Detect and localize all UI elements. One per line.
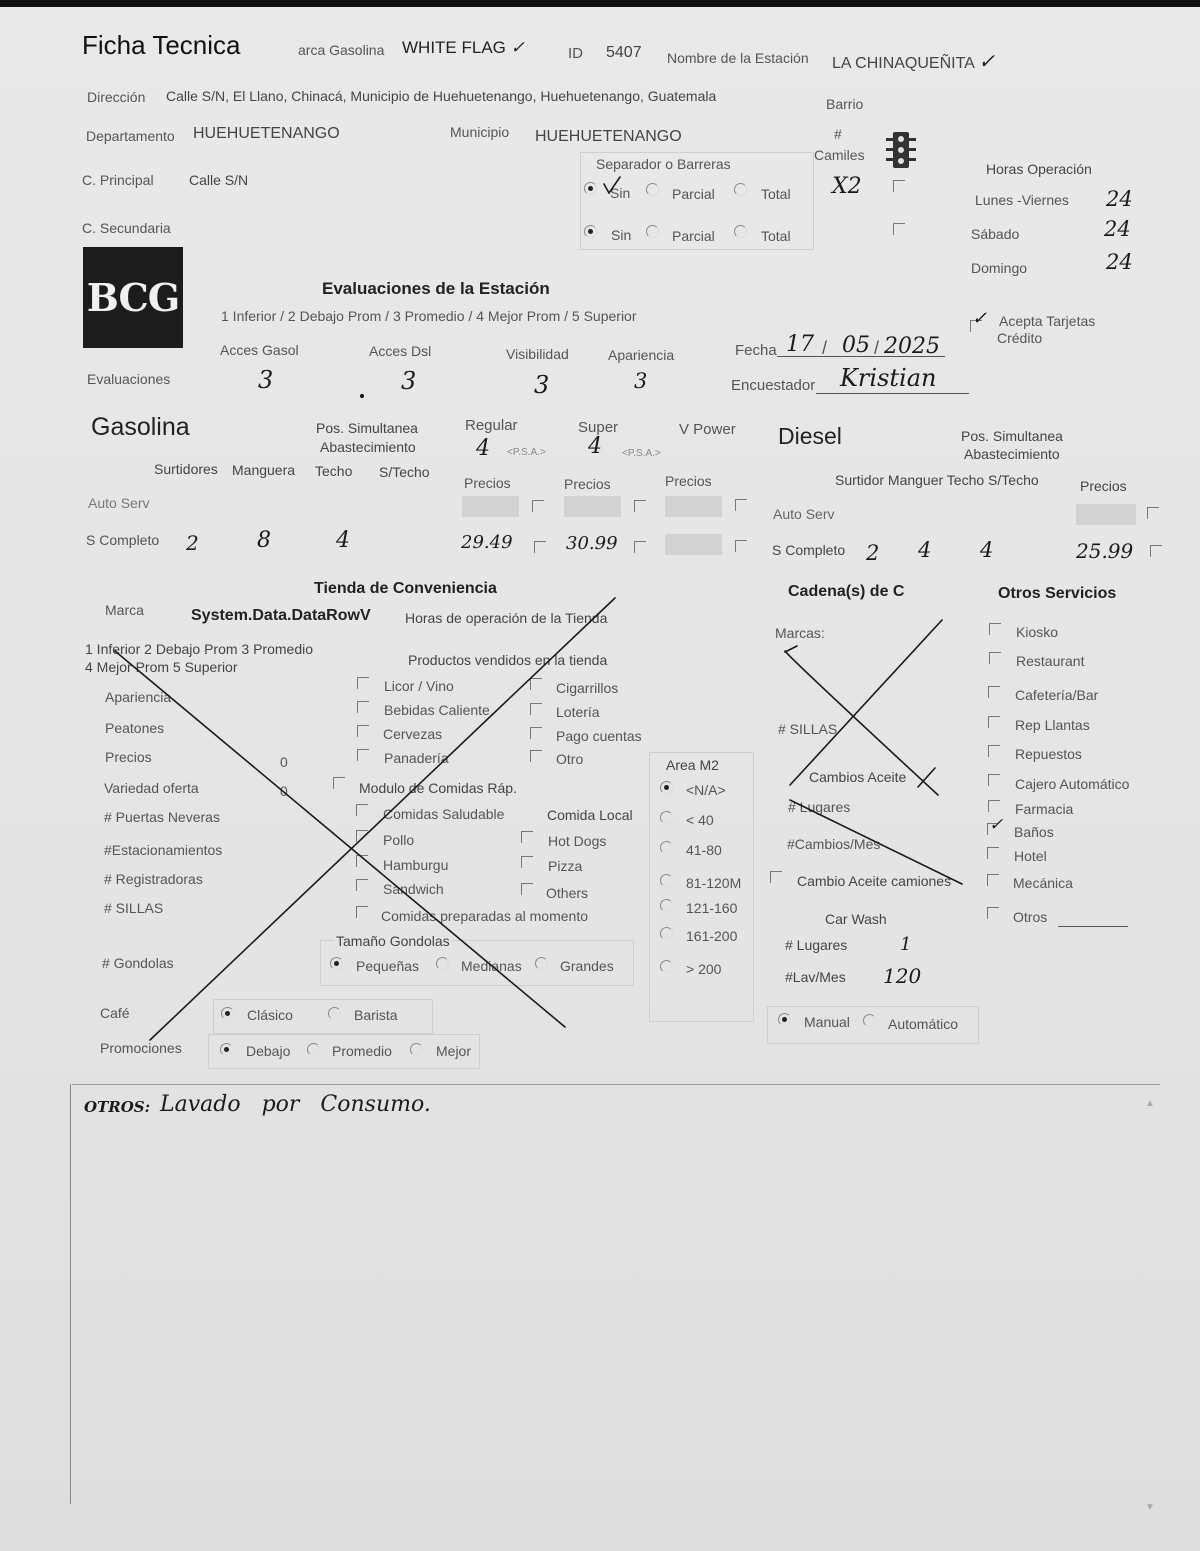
cadena-title: Cadena(s) de C <box>788 583 905 600</box>
marca-label: arca Gasolina <box>298 42 385 58</box>
cafe-label: Café <box>100 1005 130 1021</box>
cafeteria-checkbox[interactable] <box>988 686 1000 698</box>
preparadas-checkbox[interactable] <box>356 906 368 918</box>
promo-promedio-label: Promedio <box>332 1043 392 1059</box>
area-m2-title: Area M2 <box>666 757 719 773</box>
fecha-sep-2: / <box>874 338 880 358</box>
aceite-camiones-checkbox[interactable] <box>770 871 782 883</box>
sep-principal-sin: Sin <box>610 185 631 201</box>
municipio-value: HUEHUETENANGO <box>535 128 682 145</box>
horas-sabado-value: 24 <box>1104 217 1131 241</box>
promociones-label: Promociones <box>100 1040 182 1056</box>
carwash-label: Car Wash <box>825 911 887 927</box>
sep-principal-parcial: Parcial <box>672 186 715 202</box>
evaluaciones-scale: 1 Inferior / 2 Debajo Prom / 3 Promedio / 4 Mejor Prom / 5 Superior <box>221 308 637 324</box>
fecha-anio: 2025 <box>884 334 940 359</box>
diesel-auto-checkbox[interactable] <box>1147 507 1159 519</box>
form-title: Ficha Tecnica <box>82 30 241 60</box>
variedad-label: Variedad oferta <box>104 780 199 796</box>
notes-text: Lavado por Consumo. <box>160 1092 431 1117</box>
super-pos-value: 4 <box>588 434 602 459</box>
modulo-checkbox[interactable] <box>333 777 345 789</box>
camiones-count: X2 <box>832 174 862 199</box>
sep-secundaria-total-radio[interactable] <box>734 225 747 238</box>
preparadas-label: Comidas preparadas al momento <box>381 908 588 924</box>
banos-check: ✓ <box>989 815 1004 835</box>
sillas-tienda-label: # SILLAS <box>104 900 164 916</box>
principal-label: C. Principal <box>82 172 154 188</box>
cervezas-checkbox[interactable] <box>357 725 369 737</box>
loteria-label: Lotería <box>556 704 600 720</box>
area-121-160-label: 121-160 <box>686 900 738 916</box>
cadena-cross-2 <box>790 620 942 785</box>
rep-llantas-checkbox[interactable] <box>988 716 1000 728</box>
cajero-label: Cajero Automático <box>1015 776 1130 792</box>
cafe-barista-label: Barista <box>354 1007 398 1023</box>
gas-mangueras-value: 8 <box>257 528 271 553</box>
cafe-clasico-label: Clásico <box>247 1007 293 1023</box>
sep-principal-total-radio[interactable] <box>734 183 747 196</box>
principal-value: Calle S/N <box>189 172 249 188</box>
horas-sabado-label: Sábado <box>971 226 1020 242</box>
area-41-80-radio[interactable] <box>660 841 673 854</box>
gas-sc-regular-checkbox[interactable] <box>534 541 546 553</box>
gasolina-title: Gasolina <box>91 413 190 441</box>
modo-manual-label: Manual <box>804 1014 850 1030</box>
gas-abast-label: Abastecimiento <box>320 439 416 455</box>
encuestador-line <box>816 393 969 394</box>
encuestador-label: Encuestador <box>731 377 816 394</box>
precio-regular-value: 29.49 <box>461 532 513 553</box>
cambios-cross-2 <box>918 768 935 787</box>
gas-surtidores-value: 2 <box>186 531 199 555</box>
productos-label: Productos vendidos en la tienda <box>408 652 608 668</box>
area-121-160-radio[interactable] <box>660 899 673 912</box>
regular-label: Regular <box>465 417 518 434</box>
notes-label: OTROS: <box>84 1098 151 1116</box>
gas-techo-value: 4 <box>336 528 350 553</box>
techo-label: Techo <box>315 463 353 479</box>
gondola-grandes-radio[interactable] <box>535 957 548 970</box>
diesel-auto-price[interactable] <box>1076 504 1136 525</box>
otros-servicios-title: Otros Servicios <box>998 585 1117 602</box>
registradoras-label: # Registradoras <box>104 871 203 887</box>
sandwich-label: Sandwich <box>383 881 444 897</box>
diesel-abast-label: Abastecimiento <box>964 446 1060 462</box>
farmacia-checkbox[interactable] <box>988 800 1000 812</box>
gas-pos-label: Pos. Simultanea <box>316 420 418 436</box>
promo-debajo-radio[interactable] <box>220 1043 233 1056</box>
carwash-lugares-value: 1 <box>900 934 912 955</box>
promo-mejor-radio[interactable] <box>410 1043 423 1056</box>
id-value: 5407 <box>606 44 642 61</box>
hotdogs-label: Hot Dogs <box>548 833 607 849</box>
cambios-lugares-label: # Lugares <box>788 799 851 815</box>
hamburguesa-label: Hamburgu <box>383 857 449 873</box>
eval-acces-gasol: 3 <box>258 366 274 394</box>
pollo-label: Pollo <box>383 832 415 848</box>
hotel-checkbox[interactable] <box>987 847 999 859</box>
gas-auto-regular-checkbox[interactable] <box>532 500 544 512</box>
sep-principal-parcial-radio[interactable] <box>646 183 659 196</box>
encuestador-value: Kristian <box>840 364 937 392</box>
credito-label: Crédito <box>997 330 1043 346</box>
comida-local-label: Comida Local <box>547 807 633 823</box>
variedad-value: 0 <box>280 783 288 799</box>
gas-sc-super-checkbox[interactable] <box>634 541 646 553</box>
precio-super-value: 30.99 <box>566 533 618 554</box>
promo-debajo-label: Debajo <box>246 1043 291 1059</box>
banos-label: Baños <box>1014 824 1054 840</box>
area-81-120-radio[interactable] <box>660 874 673 887</box>
visibilidad-label: Visibilidad <box>506 346 569 362</box>
gas-auto-serv-label: Auto Serv <box>88 495 150 511</box>
area-161-200-radio[interactable] <box>660 927 673 940</box>
regular-psa: <P.S.A.> <box>507 447 546 458</box>
pago-cuentas-checkbox[interactable] <box>530 727 542 739</box>
repuestos-label: Repuestos <box>1015 746 1082 762</box>
nombre-label: Nombre de la Estación <box>667 50 809 66</box>
notes-left-line <box>70 1084 71 1504</box>
gas-auto-regular-price[interactable] <box>462 496 519 517</box>
cambios-mes-label: #Cambios/Mes <box>787 836 881 852</box>
diesel-surtidor-value: 2 <box>866 541 880 565</box>
estacionamientos-label: #Estacionamientos <box>104 842 223 858</box>
otros-serv-checkbox[interactable] <box>987 907 999 919</box>
modo-auto-label: Automático <box>888 1016 959 1032</box>
tienda-scale-2: 4 Mejor Prom 5 Superior <box>85 659 238 675</box>
gas-sc-vpower-checkbox[interactable] <box>735 540 747 552</box>
super-label: Super <box>578 419 619 436</box>
bebidas-label: Bebidas Caliente <box>384 702 490 718</box>
gondola-pequenas-radio[interactable] <box>330 957 343 970</box>
acces-gasol-label: Acces Gasol <box>220 342 299 358</box>
sep-secundaria-parcial-radio[interactable] <box>646 225 659 238</box>
panaderia-checkbox[interactable] <box>357 749 369 761</box>
departamento-label: Departamento <box>86 128 175 144</box>
acepta-tarjetas-label: Acepta Tarjetas <box>999 313 1096 329</box>
gas-auto-vpower-checkbox[interactable] <box>735 499 747 511</box>
diesel-sc-checkbox[interactable] <box>1150 545 1162 557</box>
hamburguesa-checkbox[interactable] <box>356 855 368 867</box>
departamento-value: HUEHUETENANGO <box>193 125 340 142</box>
promo-promedio-radio[interactable] <box>307 1043 320 1056</box>
tienda-horas-label: Horas de operación de la Tienda <box>405 610 608 626</box>
hotdogs-checkbox[interactable] <box>521 831 533 843</box>
diesel-pos-label: Pos. Simultanea <box>961 428 1063 444</box>
diesel-s-completo-label: S Completo <box>772 542 846 558</box>
cafeteria-label: Cafetería/Bar <box>1015 687 1099 703</box>
cafe-box <box>213 999 433 1034</box>
precios-tienda-label: Precios <box>105 749 152 765</box>
puertas-label: # Puertas Neveras <box>104 809 220 825</box>
area-gt200-radio[interactable] <box>660 960 673 973</box>
gondola-grandes-label: Grandes <box>560 958 614 974</box>
gas-auto-vpower-price[interactable] <box>665 496 722 517</box>
ink-dot <box>361 395 364 398</box>
otros-serv-label: Otros <box>1013 909 1048 925</box>
otro-prod-checkbox[interactable] <box>530 750 542 762</box>
cigarrillos-label: Cigarrillos <box>556 680 619 696</box>
fecha-sep-1: / <box>822 338 828 358</box>
fecha-mes: 05 <box>842 333 870 358</box>
sep-principal-total: Total <box>761 186 791 202</box>
evaluaciones-title: Evaluaciones de la Estación <box>322 279 550 298</box>
eval-acces-dsl: 3 <box>401 367 417 395</box>
promo-mejor-label: Mejor <box>436 1043 472 1059</box>
horas-lunes-label: Lunes -Viernes <box>975 192 1069 208</box>
eval-apariencia: 3 <box>634 369 648 393</box>
bcg-logo <box>83 247 183 348</box>
camiones-hash: # <box>834 126 842 142</box>
regular-pos-value: 4 <box>476 436 490 461</box>
surtidores-label: Surtidores <box>154 461 218 477</box>
gondola-medianas-radio[interactable] <box>436 957 449 970</box>
scroll-down-icon[interactable]: ▼ <box>1145 1502 1155 1513</box>
stecho-label: S/Techo <box>379 464 430 480</box>
peatones-label: Peatones <box>105 720 165 736</box>
cambios-aceite-label: Cambios Aceite <box>809 769 907 785</box>
municipio-label: Municipio <box>450 124 510 140</box>
gondola-pequenas-label: Pequeñas <box>356 958 420 974</box>
camiones-principal-checkbox[interactable] <box>893 180 905 192</box>
licor-checkbox[interactable] <box>357 677 369 689</box>
cervezas-label: Cervezas <box>383 726 443 742</box>
nombre-value: LA CHINAQUEÑITA ✓ <box>832 49 996 73</box>
diesel-title: Diesel <box>778 423 842 449</box>
horas-lunes-value: 24 <box>1106 187 1133 211</box>
kiosko-checkbox[interactable] <box>989 623 1001 635</box>
restaurant-checkbox[interactable] <box>989 652 1001 664</box>
fecha-dia: 17 <box>786 332 814 357</box>
area-161-200-label: 161-200 <box>686 928 738 944</box>
licor-label: Licor / Vino <box>384 678 454 694</box>
direccion-label: Dirección <box>87 89 146 105</box>
acepta-tarjetas-check: ✓ <box>972 308 988 329</box>
sep-secundaria-sin: Sin <box>611 227 632 243</box>
camiones-secundaria-checkbox[interactable] <box>893 223 905 235</box>
pizza-label: Pizza <box>548 858 583 874</box>
area-na-radio[interactable] <box>660 781 673 794</box>
acces-dsl-label: Acces Dsl <box>369 343 432 359</box>
area-lt40-label: < 40 <box>686 812 714 828</box>
precios-vpower-label: Precios <box>665 473 712 489</box>
gas-auto-super-checkbox[interactable] <box>634 500 646 512</box>
diesel-cols-label: Surtidor Manguer Techo S/Techo <box>835 472 1039 488</box>
evaluaciones-row-label: Evaluaciones <box>87 371 171 387</box>
carwash-lav-value: 120 <box>883 964 922 988</box>
notes-top-line <box>72 1084 1160 1085</box>
tienda-scale-1: 1 Inferior 2 Debajo Prom 3 Promedio <box>85 641 313 657</box>
others-checkbox[interactable] <box>521 883 533 895</box>
direccion-value: Calle S/N, El Llano, Chinacá, Municipio de Huehuetenango, Huehuetenango, Guatemala <box>166 88 717 104</box>
sep-secundaria-parcial: Parcial <box>672 228 715 244</box>
cadena-hook <box>785 646 797 652</box>
diesel-techo-value: 4 <box>980 538 994 562</box>
notes-textarea[interactable] <box>72 1086 1160 1506</box>
tienda-marca-label: Marca <box>105 602 144 618</box>
eval-visibilidad: 3 <box>534 371 550 399</box>
cigarrillos-checkbox[interactable] <box>530 678 542 690</box>
super-psa: <P.S.A.> <box>622 448 661 459</box>
precios-super-label: Precios <box>564 476 611 492</box>
modulo-label: Modulo de Comidas Ráp. <box>359 780 517 796</box>
restaurant-label: Restaurant <box>1016 653 1085 669</box>
horas-domingo-label: Domingo <box>971 260 1028 276</box>
vpower-label: V Power <box>679 421 736 438</box>
secundaria-label: C. Secundaria <box>82 220 171 236</box>
separador-label: Separador o Barreras <box>596 156 731 172</box>
diesel-precio-value: 25.99 <box>1076 539 1134 563</box>
gondolas-count-label: # Gondolas <box>102 955 174 971</box>
manguera-label: Manguera <box>232 462 296 478</box>
gondola-medianas-label: Medianas <box>461 958 522 974</box>
modo-auto-radio[interactable] <box>863 1014 876 1027</box>
bebidas-checkbox[interactable] <box>357 701 369 713</box>
area-lt40-radio[interactable] <box>660 811 673 824</box>
diesel-precios-label: Precios <box>1080 478 1127 494</box>
kiosko-label: Kiosko <box>1016 624 1059 640</box>
cafe-clasico-radio[interactable] <box>221 1007 234 1020</box>
saludable-checkbox[interactable] <box>356 804 368 816</box>
logo-text: BCG <box>86 275 180 320</box>
gas-s-completo-label: S Completo <box>86 532 160 548</box>
sep-principal-sin-radio[interactable] <box>584 182 597 195</box>
gondolas-title: Tamaño Gondolas <box>336 933 450 949</box>
top-edge <box>0 0 1200 7</box>
repuestos-checkbox[interactable] <box>988 745 1000 757</box>
pizza-checkbox[interactable] <box>521 856 533 868</box>
area-gt200-label: > 200 <box>686 961 722 977</box>
diesel-manguer-value: 4 <box>918 538 932 562</box>
tienda-marca-value: System.Data.DataRowV <box>191 607 371 624</box>
rep-llantas-label: Rep Llantas <box>1015 717 1090 733</box>
farmacia-label: Farmacia <box>1015 801 1074 817</box>
otros-serv-line[interactable] <box>1058 926 1128 927</box>
cadena-sillas-label: # SILLAS <box>778 721 838 737</box>
area-81-120-label: 81-120M <box>686 875 742 891</box>
aceite-camiones-label: Cambio Aceite camiones <box>797 873 952 889</box>
mecanica-label: Mecánica <box>1013 875 1073 891</box>
cadena-marcas-label: Marcas: <box>775 625 825 641</box>
cafe-barista-radio[interactable] <box>328 1007 341 1020</box>
carwash-lav-label: #Lav/Mes <box>785 969 846 985</box>
tienda-title: Tienda de Conveniencia <box>314 580 497 597</box>
otro-prod-label: Otro <box>556 751 584 767</box>
camiones-label: Camiles <box>814 147 865 163</box>
gas-auto-super-price[interactable] <box>564 496 621 517</box>
apariencia-tienda-label: Apariencia <box>105 689 172 705</box>
diesel-auto-serv-label: Auto Serv <box>773 506 835 522</box>
mecanica-checkbox[interactable] <box>987 874 999 886</box>
traffic-light-icon <box>884 130 918 170</box>
precios-tienda-value: 0 <box>280 754 288 770</box>
area-41-80-label: 41-80 <box>686 842 722 858</box>
saludable-label: Comidas Saludable <box>383 806 505 822</box>
fecha-label: Fecha <box>735 342 777 359</box>
panaderia-label: Panadería <box>384 750 449 766</box>
scroll-up-icon[interactable]: ▲ <box>1145 1098 1155 1109</box>
hotel-label: Hotel <box>1014 848 1047 864</box>
loteria-checkbox[interactable] <box>530 703 542 715</box>
cajero-checkbox[interactable] <box>988 774 1000 786</box>
horas-title: Horas Operación <box>986 161 1092 177</box>
others-label: Others <box>546 885 589 901</box>
barrio-label: Barrio <box>826 96 864 112</box>
modo-manual-radio[interactable] <box>778 1013 791 1026</box>
area-na-label: <N/A> <box>686 782 726 798</box>
apariencia-label: Apariencia <box>608 347 675 363</box>
pollo-checkbox[interactable] <box>356 830 368 842</box>
gas-sc-vpower-price[interactable] <box>665 534 722 555</box>
carwash-lugares-label: # Lugares <box>785 937 848 953</box>
marca-value: WHITE FLAG ✓ <box>402 38 525 58</box>
sep-secundaria-total: Total <box>761 228 791 244</box>
precios-regular-label: Precios <box>464 475 511 491</box>
pago-cuentas-label: Pago cuentas <box>556 728 642 744</box>
id-label: ID <box>568 45 583 62</box>
horas-domingo-value: 24 <box>1106 250 1133 274</box>
sep-secundaria-sin-radio[interactable] <box>584 225 597 238</box>
sandwich-checkbox[interactable] <box>356 879 368 891</box>
